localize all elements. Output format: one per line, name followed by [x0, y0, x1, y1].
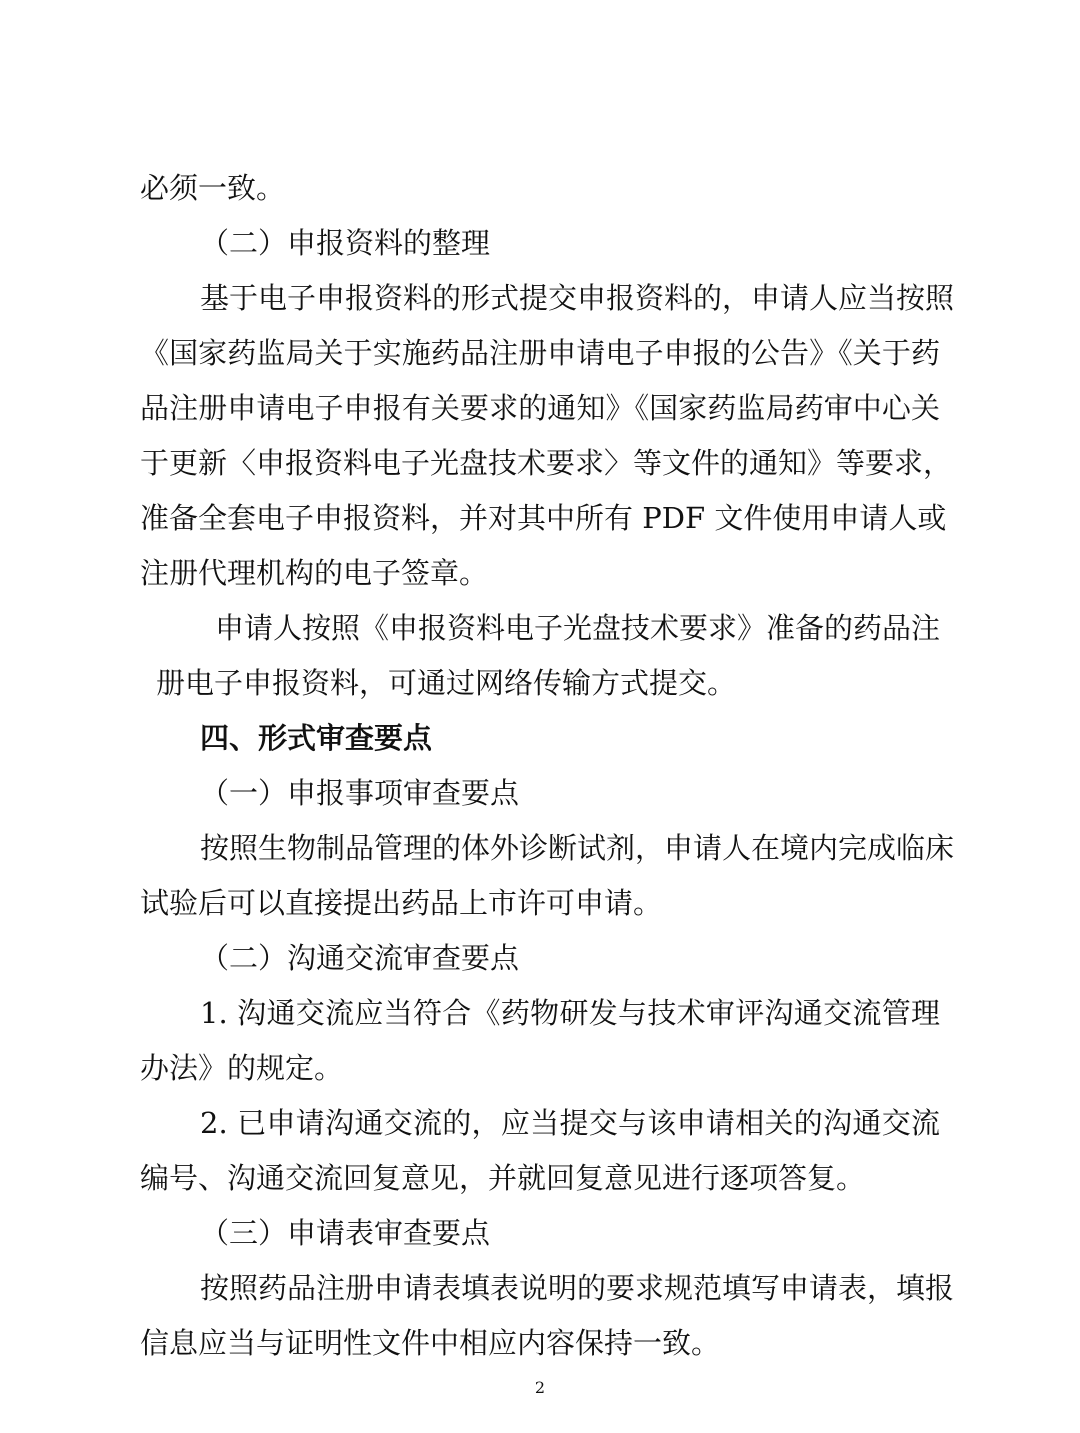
page-number: 2: [534, 1378, 546, 1397]
paragraph-line: 册电子申报资料，可通过网络传输方式提交。: [156, 666, 737, 700]
section-heading-4: 四、形式审查要点: [200, 721, 433, 755]
paragraph-line: 按照生物制品管理的体外诊断试剂，申请人在境内完成临床: [200, 831, 955, 865]
section-heading-2-2: （二）申报资料的整理: [200, 226, 491, 260]
paragraph-line: 1. 沟通交流应当符合《药物研发与技术审评沟通交流管理: [200, 996, 940, 1030]
paragraph-line: 基于电子申报资料的形式提交申报资料的，申请人应当按照: [200, 281, 955, 315]
section-heading-4-2: （二）沟通交流审查要点: [200, 941, 520, 975]
paragraph-line: 按照药品注册申请表填表说明的要求规范填写申请表，填报: [200, 1271, 955, 1305]
paragraph-line: 编号、沟通交流回复意见，并就回复意见进行逐项答复。: [140, 1161, 866, 1195]
paragraph-line: 于更新〈申报资料电子光盘技术要求〉等文件的通知》等要求，: [140, 446, 953, 480]
paragraph-line: 必须一致。: [140, 171, 286, 205]
paragraph-line: 品注册申请电子申报有关要求的通知》《国家药监局药审中心关: [140, 391, 940, 425]
section-heading-4-1: （一）申报事项审查要点: [200, 776, 520, 810]
paragraph-line: 2. 已申请沟通交流的，应当提交与该申请相关的沟通交流: [200, 1106, 940, 1140]
paragraph-line: 准备全套电子申报资料，并对其中所有 PDF 文件使用申请人或: [140, 501, 947, 535]
paragraph-line: 试验后可以直接提出药品上市许可申请。: [140, 886, 663, 920]
paragraph-line: 《国家药监局关于实施药品注册申请电子申报的公告》《关于药: [140, 336, 940, 370]
paragraph-line: 信息应当与证明性文件中相应内容保持一致。: [140, 1326, 721, 1360]
paragraph-line: 办法》的规定。: [140, 1051, 344, 1085]
section-heading-4-3: （三）申请表审查要点: [200, 1216, 491, 1250]
paragraph-line: 申请人按照《申报资料电子光盘技术要求》准备的药品注: [215, 611, 941, 645]
paragraph-line: 注册代理机构的电子签章。: [140, 556, 489, 590]
